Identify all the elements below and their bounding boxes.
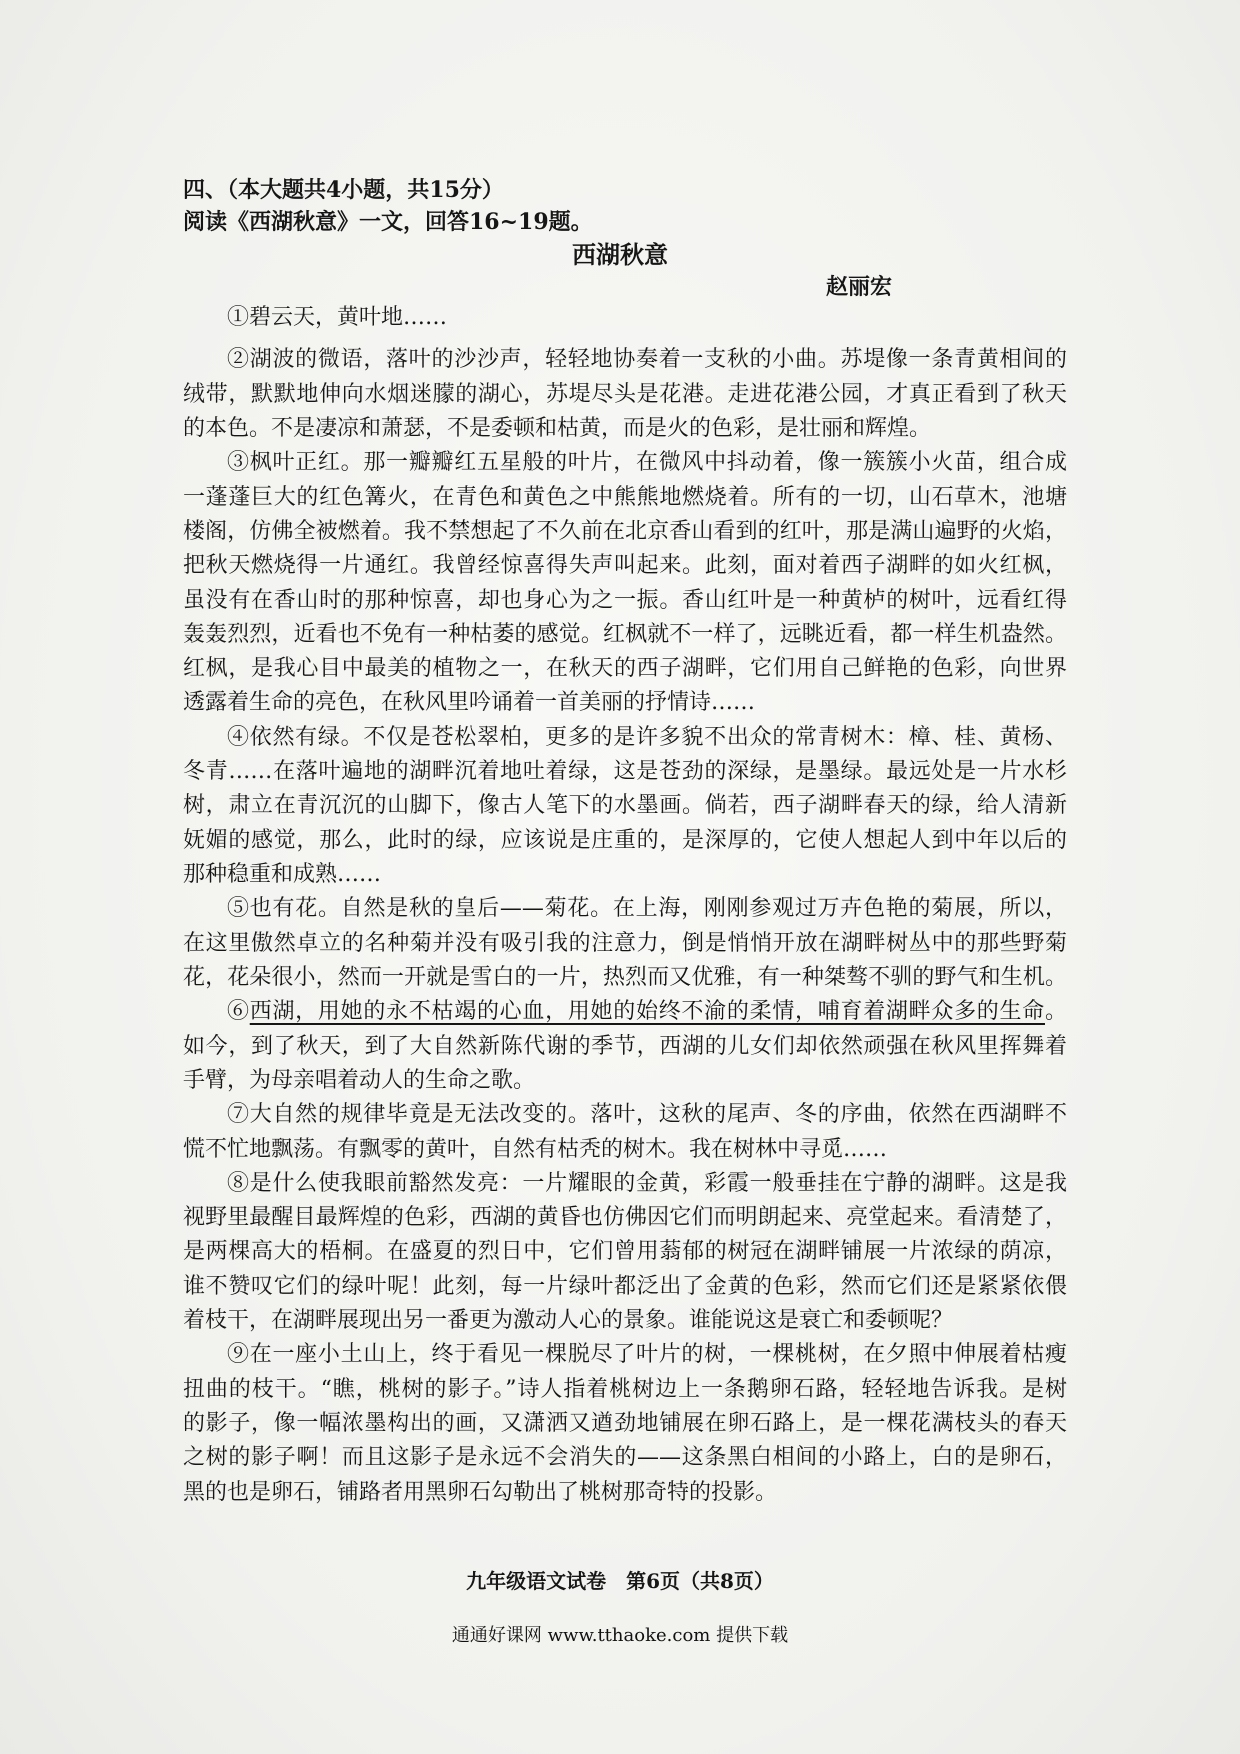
text-line: 在这里傲然卓立的名种菊并没有吸引我的注意力，倒是悄悄开放在湖畔树丛中的那些野菊 (183, 930, 1067, 956)
text-line: ④依然有绿。不仅是苍松翠柏，更多的是许多貌不出众的常青树木：樟、桂、黄杨、 (227, 724, 1067, 750)
paragraph-5 (183, 892, 1067, 995)
paragraph-2 (183, 343, 1067, 446)
text-line: 黑的也是卵石，铺路者用黑卵石勾勒出了桃树那奇特的投影。 (183, 1479, 778, 1505)
text-line: 手臂，为母亲唱着动人的生命之歌。 (183, 1067, 536, 1093)
text-line: ②湖波的微语，落叶的沙沙声，轻轻地协奏着一支秋的小曲。苏堤像一条青黄相间的 (227, 347, 1067, 373)
paragraph-3 (183, 446, 1067, 721)
paragraph-7 (183, 1098, 1067, 1167)
text-line: 慌不忙地飘荡。有飘零的黄叶，自然有枯秃的树木。我在树林中寻觅…… (183, 1136, 888, 1162)
text-line: 轰轰烈烈，近看也不免有一种枯萎的感觉。红枫就不一样了，远眺近看，都一样生机盎然。 (183, 621, 1067, 647)
page-footer: 九年级语文试卷 第6页（共8页） (466, 1569, 774, 1593)
text-line: 的影子，像一幅浓墨构出的画，又潇洒又遒劲地铺展在卵石路上，是一棵花满枝头的春天 (183, 1411, 1067, 1436)
text-line: 虽没有在香山时的那种惊喜，却也身心为之一振。香山红叶是一种黄栌的树叶，远看红得 (183, 587, 1067, 613)
paragraph-9 (183, 1338, 1067, 1510)
text-line: 树，肃立在青沉沉的山脚下，像古人笔下的水墨画。倘若，西子湖畔春天的绿，给人清新 (183, 793, 1067, 819)
paragraph-1 (183, 301, 1067, 335)
sentence-end: 。 (1044, 999, 1067, 1025)
text-line: ①碧云天，黄叶地…… (227, 305, 448, 330)
text-line: 透露着生命的亮色，在秋风里吟诵着一首美丽的抒情诗…… (183, 690, 756, 716)
text-line: 绒带，默默地伸向水烟迷朦的湖心，苏堤尽头是花港。走进花港公园，才真正看到了秋天 (183, 381, 1067, 407)
text-line: 冬青……在落叶遍地的湖畔沉着地吐着绿，这是苍劲的深绿，是墨绿。最远处是一片水杉 (183, 759, 1067, 785)
text-line: 扭曲的枝干。“瞧，桃树的影子。”诗人指着桃树边上一条鹅卵石路，轻轻地告诉我。是树 (183, 1376, 1067, 1402)
text-line: ③枫叶正红。那一瓣瓣红五星般的叶片，在微风中抖动着，像一簇簇小火苗，组合成 (227, 450, 1067, 476)
text-line: ⑨在一座小土山上，终于看见一棵脱尽了叶片的树，一棵桃树，在夕照中伸展着枯瘦 (227, 1342, 1067, 1368)
text-line: 妩媚的感觉，那么，此时的绿，应该说是庄重的，是深厚的，它使人想起人到中年以后的 (183, 827, 1067, 853)
text-line: ⑤也有花。自然是秋的皇后——菊花。在上海，刚刚参观过万卉色艳的菊展，所以， (227, 896, 1067, 922)
paragraph-marker: ⑥ (227, 999, 250, 1025)
text-line: 谁不赞叹它们的绿叶呢！此刻，每一片绿叶都泛出了金黄的色彩，然而它们还是紧紧依偎 (183, 1273, 1067, 1299)
text-line: ⑦大自然的规律毕竟是无法改变的。落叶，这秋的尾声、冬的序曲，依然在西湖畔不 (227, 1102, 1067, 1128)
text-line: 视野里最醒目最辉煌的色彩，西湖的黄昏也仿佛因它们而明朗起来、亮堂起来。看清楚了， (183, 1205, 1067, 1231)
text-line: 一蓬蓬巨大的红色篝火，在青色和黄色之中熊熊地燃烧着。所有的一切，山石草木，池塘 (183, 484, 1067, 510)
download-credit: 通通好课网 www.tthaoke.com 提供下载 (451, 1625, 789, 1646)
text-line (183, 995, 1067, 1029)
text-line: 花，花朵很小，然而一开就是雪白的一片，热烈而又优雅，有一种桀骜不驯的野气和生机。 (183, 964, 1067, 990)
text-line: 是两棵高大的梧桐。在盛夏的烈日中，它们曾用蓊郁的树冠在湖畔铺展一片浓绿的荫凉， (183, 1239, 1067, 1265)
paragraph-4 (183, 721, 1067, 893)
text-line: 红枫，是我心目中最美的植物之一，在秋天的西子湖畔，它们用自己鲜艳的色彩，向世界 (183, 656, 1067, 682)
article-author: 赵丽宏 (826, 274, 893, 300)
text-line: 把秋天燃烧得一片通红。我曾经惊喜得失声叫起来。此刻，面对着西子湖畔的如火红枫， (183, 553, 1067, 579)
text-line: 如今，到了秋天，到了大自然新陈代谢的季节，西湖的儿女们却依然顽强在秋风里挥舞着 (183, 1033, 1067, 1059)
text-line: 楼阁，仿佛全被燃着。我不禁想起了不久前在北京香山看到的红叶，那是满山遍野的火焰， (183, 518, 1067, 544)
text-line: 那种稳重和成熟…… (183, 862, 382, 887)
text-line: ⑧是什么使我眼前豁然发亮：一片耀眼的金黄，彩霞一般垂挂在宁静的湖畔。这是我 (227, 1170, 1067, 1196)
text-line: 之树的影子啊！而且这影子是永远不会消失的——这条黑白相间的小路上，白的是卵石， (183, 1445, 1067, 1471)
paragraph-6 (183, 995, 1067, 1098)
section-heading: 四、（本大题共4小题，共15分） (183, 177, 504, 203)
question-instruction: 阅读《西湖秋意》一文，回答16~19题。 (183, 209, 593, 235)
text-line: 的本色。不是凄凉和萧瑟，不是委顿和枯黄，而是火的色彩，是壮丽和辉煌。 (183, 415, 932, 441)
text-line: 着枝干，在湖畔展现出另一番更为激动人心的景象。谁能说这是衰亡和委顿呢？ (183, 1308, 954, 1334)
article-body (183, 301, 1067, 1510)
article-title: 西湖秋意 (572, 240, 668, 269)
underlined-sentence: 西湖，用她的永不枯竭的心血，用她的始终不渝的柔情，哺育着湖畔众多的生命 (249, 999, 1045, 1025)
paragraph-8 (183, 1167, 1067, 1339)
